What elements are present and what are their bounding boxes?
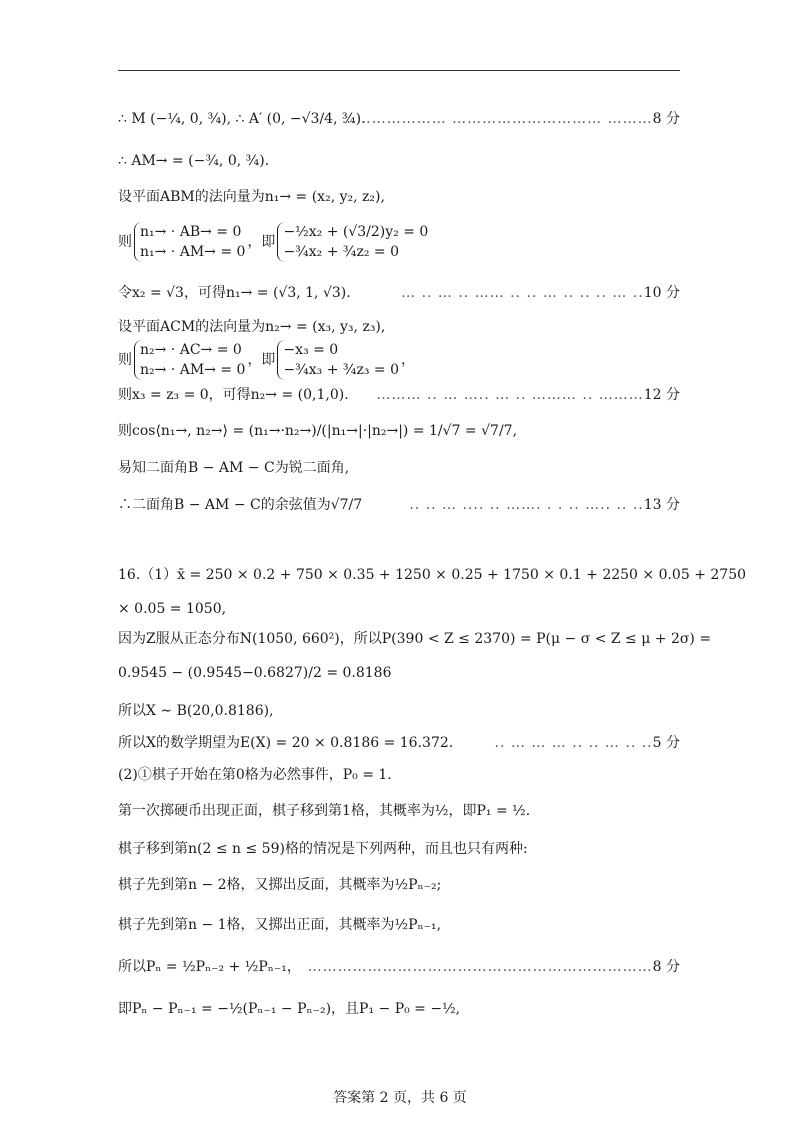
equation-system (134, 222, 245, 262)
equation: −¾x₃ + ¾z₃ = 0 (283, 362, 399, 378)
equation: n₁→ · AB→ = 0 (140, 224, 242, 240)
line-5 (118, 284, 680, 302)
text: 则 (118, 352, 132, 368)
line-11 (118, 496, 680, 514)
score: 13 分 (643, 497, 680, 513)
leader-dots: ………………… ………………………… ……… (341, 111, 653, 127)
equation: n₂→ · AM→ = 0 (140, 362, 246, 378)
text: ，即 (247, 234, 276, 250)
equation: −x₃ = 0 (283, 342, 339, 358)
header-rule (118, 70, 680, 71)
equation: −¾x₂ + ¾z₂ = 0 (283, 244, 399, 260)
line-2: ∴ AM→ = (−¾, 0, ¾). (118, 153, 270, 169)
text: ∴ M (−¼, 0, ¾), ∴ A′ (0, −√3/4, ¾). (118, 111, 366, 127)
leader-dots: .. .. … .... .. ……. . . .. ….. .. .. (409, 497, 644, 513)
line-6: 设平面ACM的法向量为n₂→ = (x₃, y₃, z₃), (118, 319, 386, 335)
text: 则x₃ = z₃ = 0，可得n₂→ = (0,1,0). (118, 387, 349, 403)
line-20: 棋子移到第n(2 ≤ n ≤ 59)格的情况是下列两种，而且也只有两种: (118, 841, 528, 857)
line-3: 设平面ABM的法向量为n₁→ = (x₂, y₂, z₂), (118, 189, 385, 205)
score: 5 分 (652, 735, 680, 751)
line-23 (118, 958, 680, 976)
score: 8 分 (652, 959, 680, 975)
text: 则 (118, 234, 132, 250)
line-17 (118, 734, 680, 752)
text: 所以Pₙ = ½Pₙ₋₂ + ½Pₙ₋₁， (118, 959, 301, 975)
text: 令x₂ = √3，可得n₁→ = (√3, 1, √3). (118, 285, 351, 301)
score: 10 分 (643, 285, 680, 301)
line-1 (118, 110, 680, 128)
equation-system (277, 340, 399, 380)
score: 12 分 (643, 387, 680, 403)
line-13: × 0.05 = 1050, (118, 601, 227, 617)
line-16: 所以X ∼ B(20,0.8186), (118, 703, 274, 719)
line-22: 棋子先到第n − 1格，又掷出正面，其概率为½Pₙ₋₁, (118, 917, 442, 933)
line-19: 第一次掷硬币出现正面，棋子移到第1格，其概率为½，即P₁ = ½. (118, 803, 531, 819)
leader-dots: …………………………………………………………… (307, 959, 653, 975)
line-15: 0.9545 − (0.9545−0.6827)/2 = 0.8186 (118, 665, 392, 681)
equation: n₁→ · AM→ = 0 (140, 244, 246, 260)
text: ∴二面角B − AM − C的余弦值为√7/7 (118, 497, 363, 513)
text: ，即 (247, 352, 276, 368)
equation-system (134, 340, 245, 380)
line-21: 棋子先到第n − 2格，又掷出反面，其概率为½Pₙ₋₂; (118, 877, 442, 893)
line-4 (118, 222, 430, 262)
equation: −½x₂ + (√3/2)y₂ = 0 (283, 224, 429, 240)
leader-dots: .. … … … .. .. … .. .. (494, 735, 653, 751)
line-7 (118, 340, 415, 380)
equation-system (277, 222, 428, 262)
score: 8 分 (652, 111, 680, 127)
line-14: 因为Z服从正态分布N(1050, 660²)，所以P(390 < Z ≤ 2370) = P(μ − σ < Z ≤ μ + 2σ) = (118, 631, 712, 647)
leader-dots: ……… .. … ….. … .. ……… .. ……… (376, 387, 644, 403)
page-footer: 答案第 2 页，共 6 页 (333, 1090, 467, 1106)
text: 所以X的数学期望为E(X) = 20 × 0.8186 = 16.372. (118, 735, 454, 751)
line-18: (2)①棋子开始在第0格为必然事件，P₀ = 1. (118, 767, 392, 783)
equation: n₂→ · AC→ = 0 (140, 342, 242, 358)
line-24: 即Pₙ − Pₙ₋₁ = −½(Pₙ₋₁ − Pₙ₋₂)，且P₁ − P₀ = −½, (118, 1001, 461, 1017)
leader-dots: … .. … .. …… .. .. … .. .. .. … .. (401, 285, 644, 301)
text: ， (400, 352, 415, 368)
line-12: 16.（1）x̄ = 250 × 0.2 + 750 × 0.35 + 1250 × 0.25 + 1750 × 0.1 + 2250 × 0.05 + 2750 (118, 567, 747, 583)
line-10: 易知二面角B − AM − C为锐二面角, (118, 460, 350, 476)
line-8 (118, 386, 680, 404)
line-9: 则cos⟨n₁→, n₂→⟩ = (n₁→·n₂→)/(|n₁→|·|n₂→|) = 1/√7 = √7/7, (118, 423, 518, 439)
